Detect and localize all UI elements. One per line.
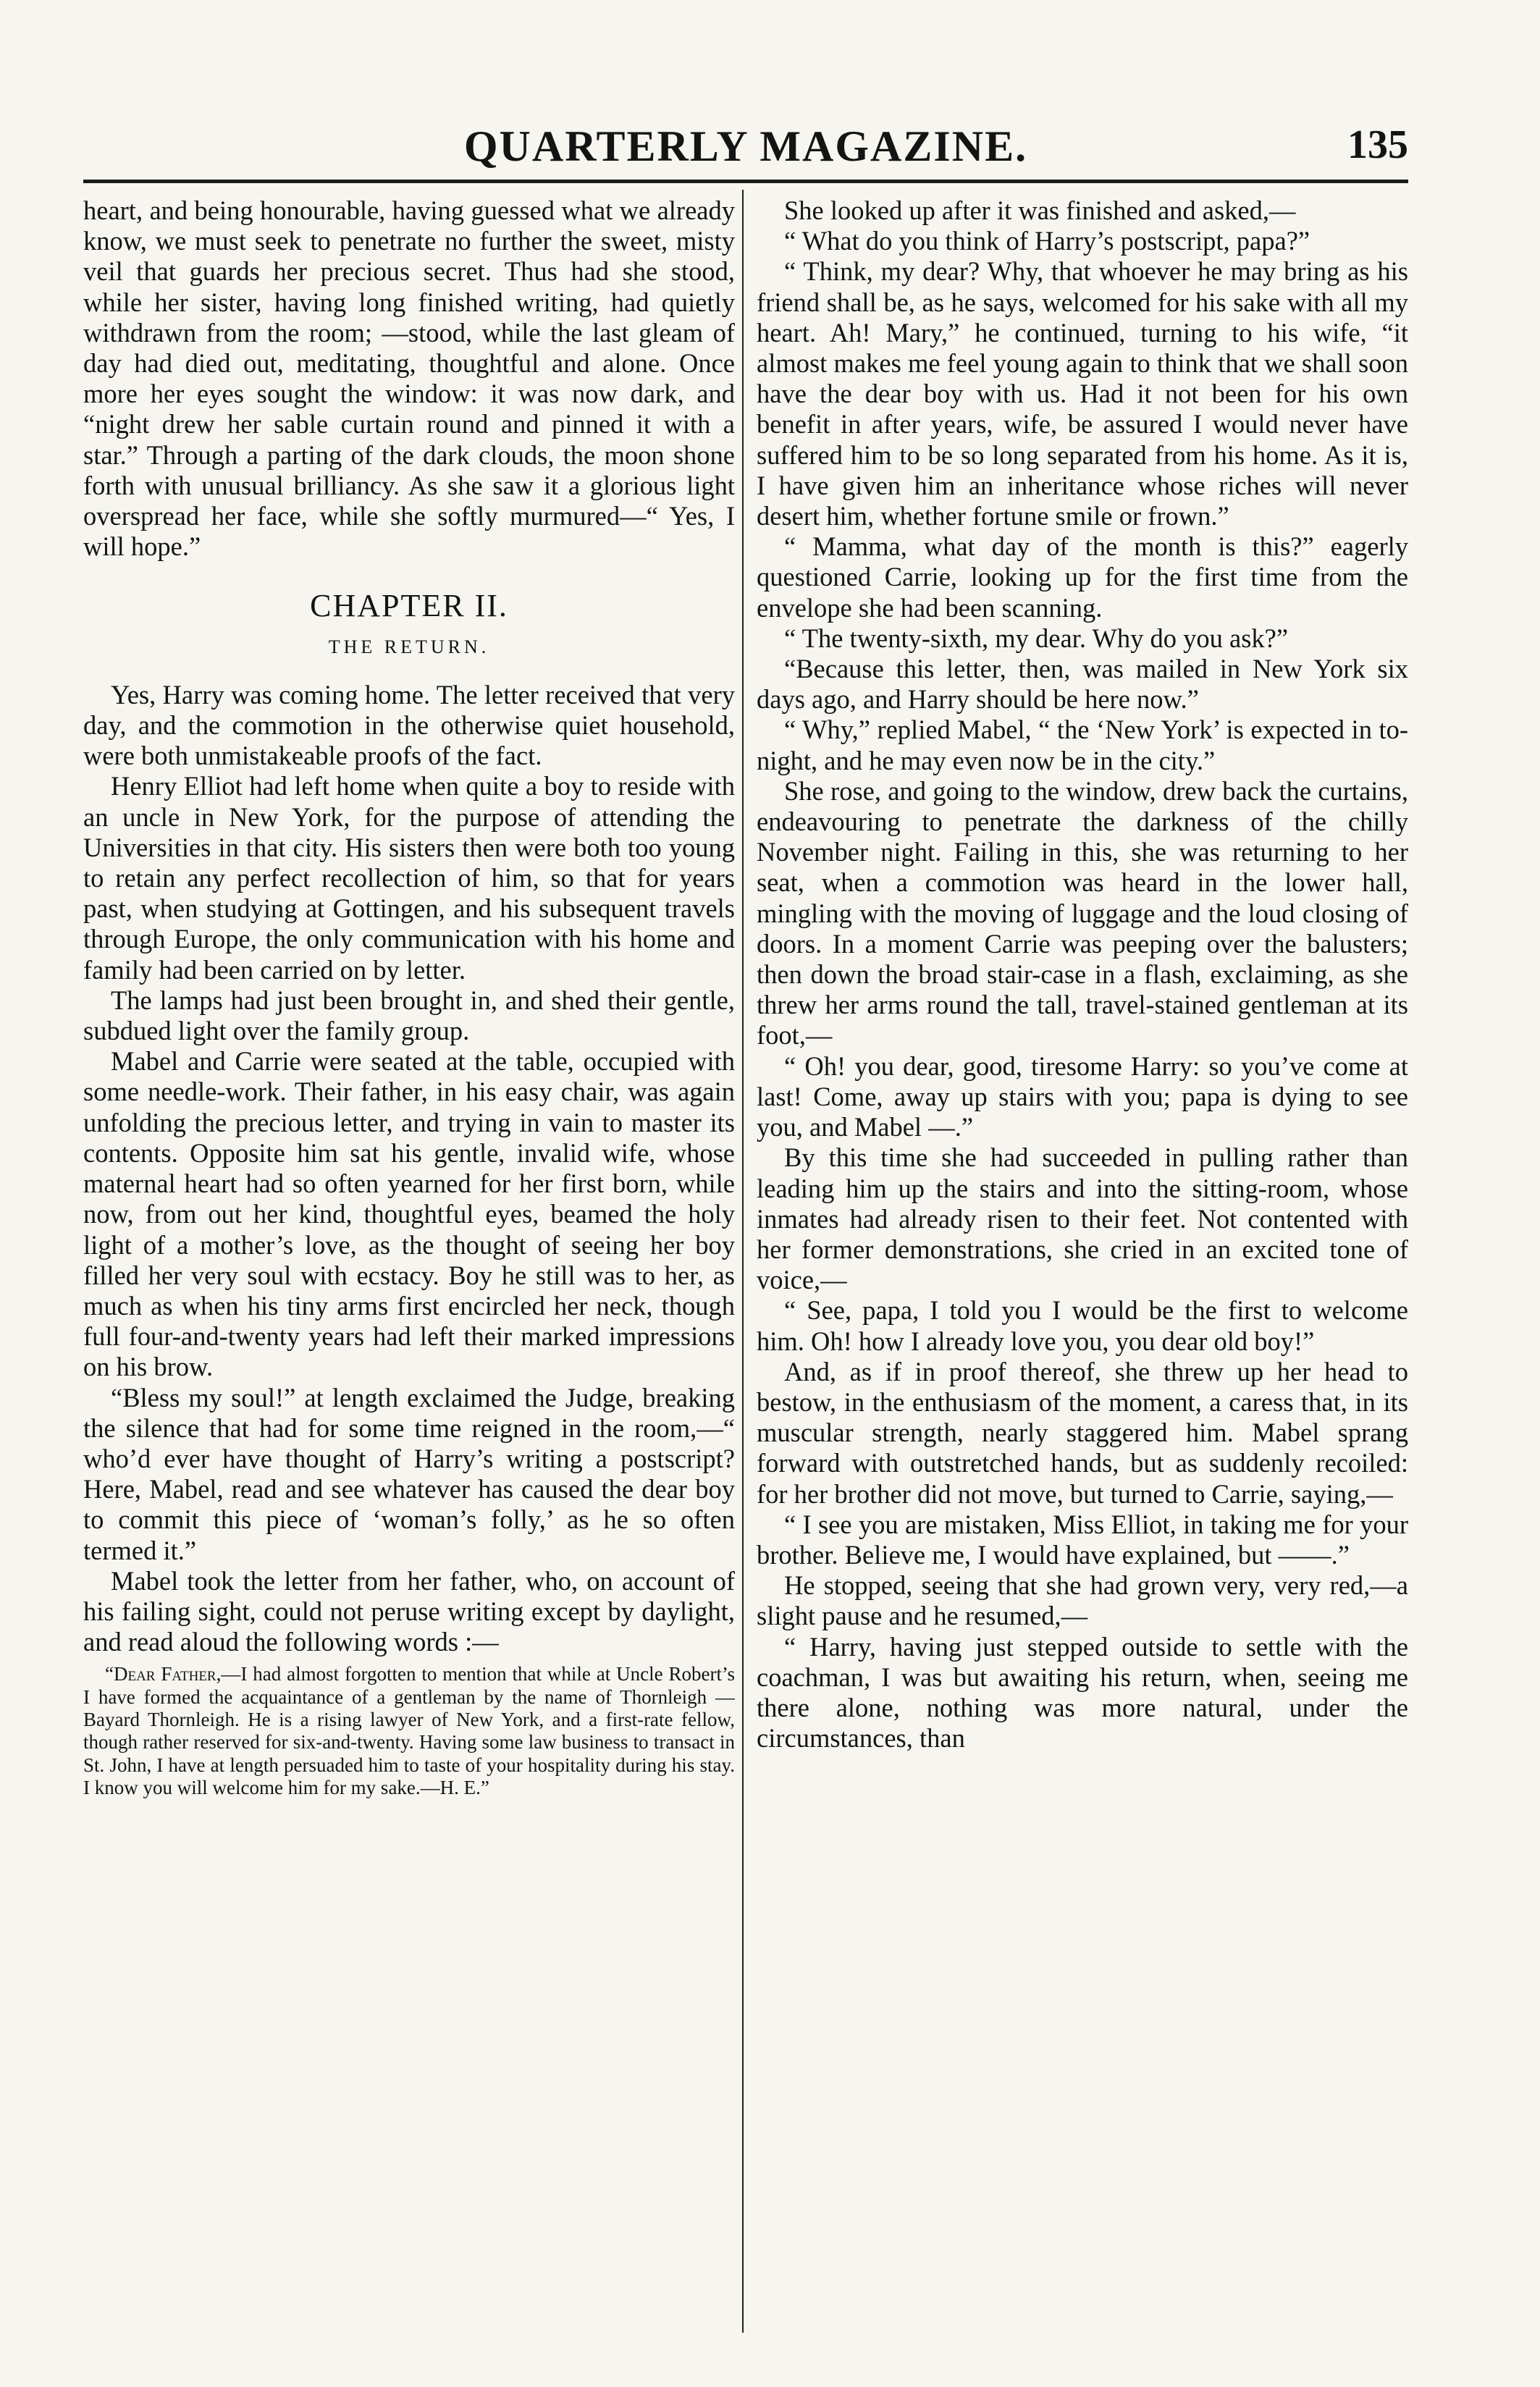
left-column [83,195,735,2338]
chapter-title: CHAPTER II. [310,588,508,624]
paragraph: “ Harry, having just stepped outside to settle with the coachman, I was but awaiting his return, when, seeing me there alone, nothing was more natural, under the circumstances, than [757,1631,1408,1754]
page-number: 135 [1347,122,1408,167]
paragraph: “Bless my soul!” at length exclaimed the Judge, breaking the silence that had for some time reigned in the room,—“ who’d ever have thought of Harry’s writing a postscript? Here, Mabel, read and see whatever has caused the dear boy to commit this piece of ‘woman’s folly,’ as he so often termed it.” [83,1382,735,1565]
chapter-subtitle: THE RETURN. [328,636,490,657]
footnote-salutation: “Dear Father, [105,1663,222,1685]
right-column [757,195,1408,2338]
paragraph: “ What do you think of Harry’s postscript, papa?” [784,226,1310,256]
paragraph: “ See, papa, I told you I would be the first to welcome him. Oh! how I already love you, you dear old boy!” [757,1295,1408,1356]
header-rule [83,180,1408,183]
paragraph: He stopped, seeing that she had grown very, very red,—a slight pause and he resumed,— [757,1570,1408,1631]
paragraph: heart, and being honourable, having guessed what we already know, we must seek to penetrate no further the sweet, misty veil that guards her precious secret. Thus had she stood, while her sister, having long finished writing, had quietly withdrawn from the room; —stood, while the last gleam of day had died out, meditating, thoughtful and alone. Once more her eyes sought the window: it was now dark, and “night drew her sable curtain round and pinned it with a star.” Through a parting of the dark clouds, the moon shone forth with unusual brilliancy. As she saw it a glorious light overspread her face, while she softly murmured—“ Yes, I will hope.” [83,195,735,562]
paragraph: By this time she had succeeded in pulling rather than leading him up the stairs and into the sitting-room, whose inmates had already risen to their feet. Not contented with her former demonstrations, she cried in an excited tone of voice,— [757,1142,1408,1295]
running-title: QUARTERLY MAGAZINE. [463,122,1028,170]
paragraph: She looked up after it was finished and asked,— [784,195,1296,225]
paragraph: She rose, and going to the window, drew back the curtains, endeavouring to penetrate the darkness of the chilly November night. Failing in this, she was returning to her seat, when a commotion was heard in the lower hall, mingling with the moving of luggage and the loud closing of doors. In a moment Carrie was peeping over the balusters; then down the broad stair-case in a flash, exclaiming, as she threw her arms round the tall, travel-stained gentleman at its foot,— [757,775,1408,1051]
paragraph: And, as if in proof thereof, she threw up her head to bestow, in the enthusiasm of the moment, a caress that, in its muscular strength, nearly staggered him. Mabel sprang forward with outstretched hands, but as suddenly recoiled: for her brother did not move, but turned to Carrie, saying,— [757,1356,1408,1509]
paragraph: “Because this letter, then, was mailed in New York six days ago, and Harry should be here now.” [757,654,1408,715]
footnote-text: —I had almost forgotten to mention that while at Uncle Robert’s I have formed the acquaintance of a gentleman by the name of Thornleigh —Bayard Thornleigh. He is a rising lawyer of New York, and a first-rate fellow, though rather reserved for six-and-twenty. Having some law business to transact in St. John, I have at length persuaded him to taste of your hospitality during his stay. I know you will welcome him for my sake.—H. E.” [83,1663,735,1798]
paragraph: “ Think, my dear? Why, that whoever he may bring as his friend shall be, as he says, welcomed for his sake with all my heart. Ah! Mary,” he continued, turning to his wife, “it almost makes me feel young again to think that we shall soon have the dear boy with us. Had it not been for his own benefit in after years, wife, be assured I would never have suffered him to be so long separated from his home. As it is, I have given him an inheritance whose riches will never desert him, whether fortune smile or frown.” [757,256,1408,531]
paragraph: Mabel took the letter from her father, who, on account of his failing sight, could not peruse writing except by daylight, and read aloud the following words :— [83,1565,735,1657]
paragraph: “ I see you are mistaken, Miss Elliot, in taking me for your brother. Believe me, I would have explained, but ——.” [757,1509,1408,1570]
paragraph: “ Mamma, what day of the month is this?” eagerly questioned Carrie, looking up for the first time from the envelope she had been scanning. [757,531,1408,623]
paragraph: Henry Elliot had left home when quite a boy to reside with an uncle in New York, for the purpose of attending the Universities in that city. His sisters then were both too young to retain any perfect recollection of him, so that for years past, when studying at Gottingen, and his subsequent travels through Europe, the only communication with his home and family had been carried on by letter. [83,771,735,985]
paragraph: “ Why,” replied Mabel, “ the ‘New York’ is expected in to-night, and he may even now be in the city.” [757,715,1408,775]
paragraph: The lamps had just been brought in, and shed their gentle, subdued light over the family group. [83,985,735,1046]
paragraph: Mabel and Carrie were seated at the table, occupied with some needle-work. Their father, in his easy chair, was again unfolding the precious letter, and trying in vain to master its contents. Opposite him sat his gentle, invalid wife, whose maternal heart had so often yearned for her first born, while now, from out her kind, thoughtful eyes, beamed the holy light of a mother’s love, as the thought of seeing her boy filled her very soul with ecstacy. Boy he still was to her, as much as when his tiny arms first encircled her neck, though full four-and-twenty years had left their marked impressions on his brow. [83,1046,735,1382]
paragraph: “ Oh! you dear, good, tiresome Harry: so you’ve come at last! Come, away up stairs with you; papa is dying to see you, and Mabel —.” [757,1051,1408,1142]
paragraph: “ The twenty-sixth, my dear. Why do you ask?” [784,623,1289,653]
page-header [83,122,1408,180]
postscript-footnote [83,1663,735,1799]
column-divider [742,190,744,2333]
paragraph: Yes, Harry was coming home. The letter received that very day, and the commotion in the otherwise quiet household, were both unmistakeable proofs of the fact. [83,679,735,771]
